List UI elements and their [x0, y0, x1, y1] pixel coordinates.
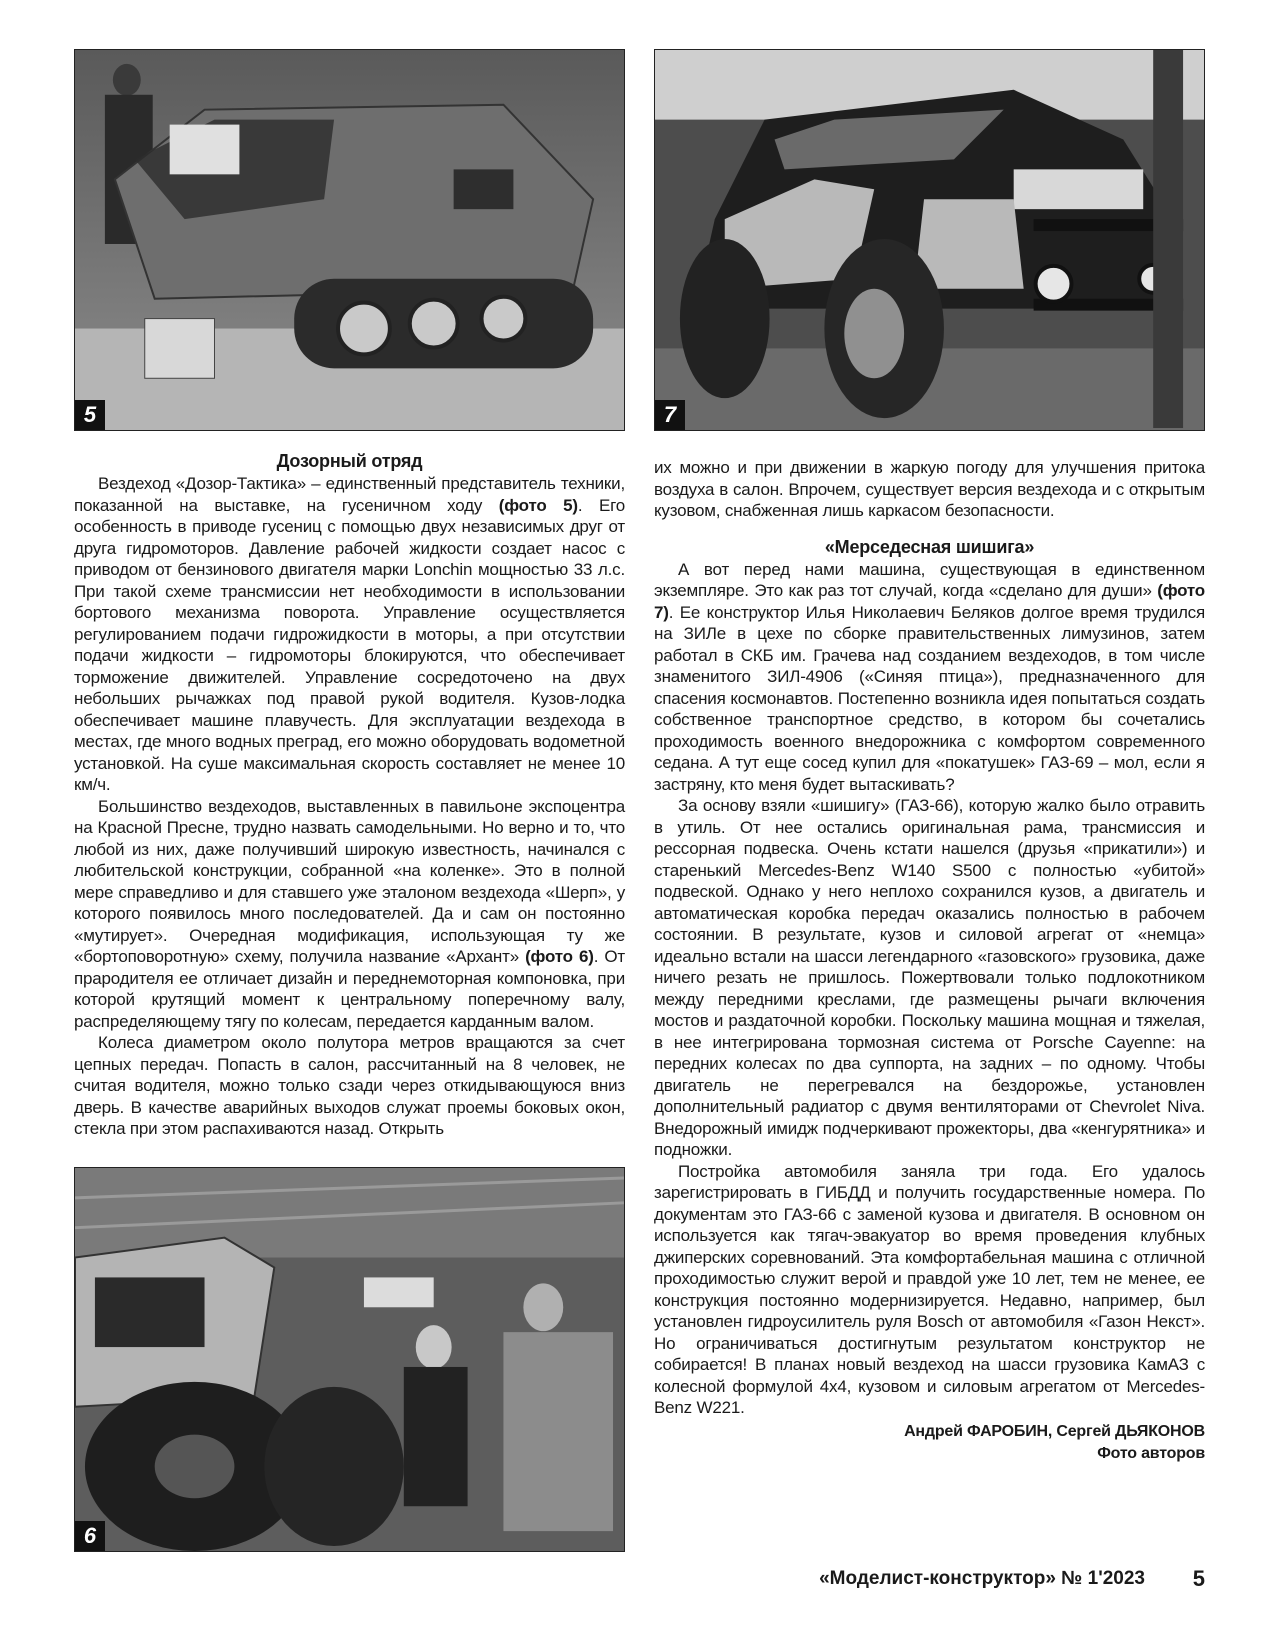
photo-5 [74, 49, 625, 431]
photo-reference: (фото 7) [654, 581, 1205, 622]
paragraph [74, 796, 625, 1033]
photo-reference: (фото 5) [498, 495, 578, 515]
page-footer [654, 1564, 1205, 1594]
paragraph: За основу взяли «шишигу» (ГАЗ-66), которую жалко было отравить в утиль. От нее остались оригинальная рама, трансмиссия и рессорная подвеска. Очень кстати нашелся (друзья «прикатили») и старенький Mercedes-Benz W140 S500 с полностью «убитой» подвеской. Однако у него неплохо сохранился кузов, а двигатель и автоматическая коробка передач оказались полностью в рабочем состоянии. В результате, кузов и силовой агрегат от «немца» идеально встали на шасси легендарного «газовского» грузовика, даже ничего резать не пришлось. Пожертвовали только подлокотником между передними креслами, где размещены рычаги включения мостов и раздаточной коробки. Поскольку машина мощная и тяжелая, в нее интегрирована тормозная система от Porsche Cayenne: на передних колесах по два суппорта, на задних – по одному. Чтобы двигатель не перегревался на бездорожье, установлен дополнительный радиатор с двумя вентиляторами от Chevrolet Niva. Внедорожный имидж подчеркивают прожекторы, два «кенгурятника» и подножки. [654, 796, 1205, 1159]
photo-reference: (фото 6) [525, 947, 594, 966]
text-run: . От прародителя ее отличает дизайн и переднемоторная компоновка, при которой крутящий момент к центральному поперечному валу, распределяющему тягу по колесам, передается карданным валом. [74, 947, 625, 1031]
paragraph: Постройка автомобиля заняла три года. Его удалось зарегистрировать в ГИБДД и получить государственные номера. По документам это ГАЗ-66 с заменой кузова и двигателя. В основном он используется как тягач-эвакуатор во время проведения клубных джиперских соревнований. Эта комфортабельная машина с отличной проходимостью служит верой и правдой уже 10 лет, тем не менее, ее конструкция постоянно модернизируется. Недавно, например, был установлен гидроусилитель руля Bosch от автомобиля «Газон Некст». Но ограничиваться достигнутым результатом конструктор не собирается! В планах новый вездеход на шасси грузовика КамАЗ с колесной формулой 4х4, кузовом и силовым агрегатом от Mercedes-Benz W221. [654, 1161, 1205, 1417]
photo-7 [654, 49, 1205, 431]
magazine-issue: «Моделист-конструктор» № 1'2023 [819, 1568, 1145, 1589]
paragraph [654, 559, 1205, 796]
photo-number: 7 [655, 400, 685, 430]
paragraph [74, 473, 625, 796]
left-column [74, 450, 625, 1140]
suv-illustration [655, 50, 1204, 430]
photo-number: 6 [75, 1521, 105, 1551]
photo-credit: Фото авторов [1097, 1444, 1205, 1462]
tracked-vehicle-illustration [75, 50, 624, 430]
wheeled-vehicle-illustration [75, 1168, 624, 1551]
right-column [654, 457, 1205, 1465]
paragraph: Колеса диаметром около полутора метров вращаются за счет цепных передач. Попасть в салон, рассчитанный на 8 человек, не считая водителя, можно только сзади через откидывающуюся вниз дверь. В качестве аварийных выходов служат проемы боковых окон, стекла при этом распахиваются назад. Открыть [74, 1033, 625, 1138]
article-title: Дозорный отряд [276, 451, 423, 471]
text-run: . Ее конструктор Илья Николаевич Беляков долгое время трудился на ЗИЛе в цехе по сборке правительственных лимузинов, затем работал в СКБ им. Грачева над созданием вездеходов, в том числе знаменитого ЗИЛ-4906 («Синяя птица»), предназначенного для спасения космонавтов. Постепенно возникла идея попытаться создать собственное транспортное средство, в котором бы сочетались проходимость военного внедорожника с комфортом современного седана. А тут еще сосед купил для «покатушек» ГАЗ-69 – мол, если я застряну, кто меня будет вытаскивать? [654, 602, 1205, 794]
text-run: . Его особенность в приводе гусениц с помощью двух независимых друг от друга гидромоторов. Давление рабочей жидкости создает насос с приводом от бензинового двигателя марки Lonchin мощностью 33 л.с. При такой схеме трансмиссии нет необходимости в использовании бортового механизма поворота. Управление осуществляется регулированием подачи гидрожидкости в моторы, а при отсутствии подачи жидкости – гидромоторы блокируются, что обеспечивает торможение движителей. Управление сосредоточено на двух небольших рычажках под правой рукой водителя. Кузов-лодка обеспечивает машине плавучесть. Для эксплуатации вездехода в местах, где много водных преград, его можно оборудовать водометной установкой. На суше максимальная скорость составляет не менее 10 км/ч. [74, 495, 625, 794]
article-title: «Мерседесная шишига» [824, 536, 1035, 557]
text-run: Большинство вездеходов, выставленных в павильоне экспоцентра на Красной Пресне, трудно назвать самодельными. Но верно и то, что любой из них, даже получивший широкую известность, начинался с любительской конструкции, собранной «на коленке». Это в полной мере справедливо и для ставшего уже эталоном вездехода «Шерп», у которого появилось много последователей. Да и сам он постоянно «мутирует». Очередная модификация, использующая ту же «бортоповоротную» схему, получила название «Архант» [74, 796, 625, 966]
text-run: А вот перед нами машина, существующая в единственном экземпляре. Это как раз тот случай, когда «сделано для души» [654, 559, 1205, 600]
page-number: 5 [1192, 1566, 1205, 1591]
paragraph-continuation: их можно и при движении в жаркую погоду для улучшения притока воздуха в салон. Впрочем, существует версия вездехода и с открытым кузовом, снабженная лишь каркасом безопасности. [654, 458, 1205, 520]
photo-6 [74, 1167, 625, 1552]
photo-number: 5 [75, 400, 105, 430]
authors: Андрей ФАРОБИН, Сергей ДЬЯКОНОВ [904, 1422, 1205, 1440]
text-run: Вездеход «Дозор-Тактика» – единственный представитель техники, показанной на выставке, на гусеничном ходу [74, 474, 625, 515]
